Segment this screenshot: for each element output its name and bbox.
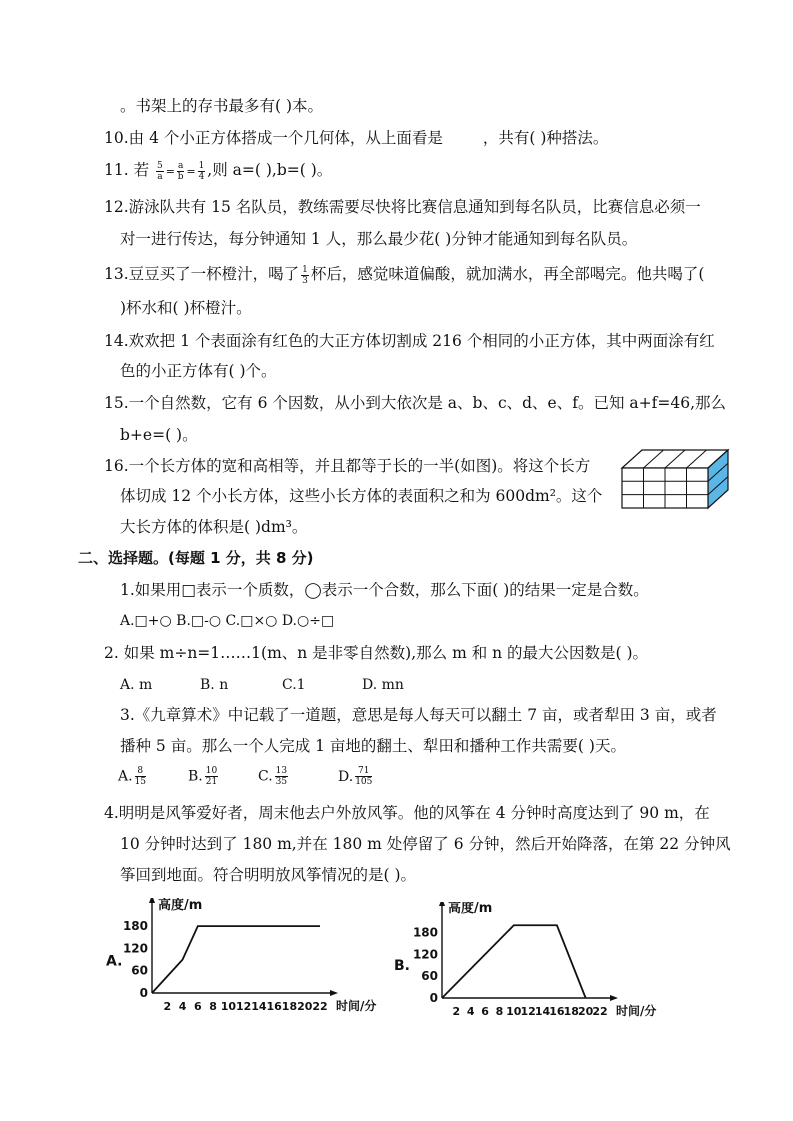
x-tick-label: 6 [193,1000,202,1013]
y-axis-label: 高度/m [448,902,493,916]
x-axis-label: 时间/分 [616,1004,657,1018]
x-tick-label: 2 [163,1000,172,1013]
y-tick-label: 120 [412,947,438,962]
q2-option-a: A. m [120,677,153,693]
chart-option-b [390,902,680,1022]
q15-line1: 15.一个自然数，它有 6 个因数，从小到大依次是 a、b、c、d、e、f。已知 a+f=46,那么 [104,394,727,412]
q12-line1: 12.游泳队共有 15 名队员，教练需要尽快将比赛信息通知到每名队员，比赛信息必须一 [104,198,701,216]
q13-line2: )杯水和( )杯橙汁。 [120,299,252,317]
x-tick-label: 16 [549,1005,565,1018]
q13-frac: $\frac{1}{3}$ [302,264,308,286]
option-label: A. [106,953,123,970]
choice-q4-line1: 4.明明是风筝爱好者，周末他去户外放风筝。他的风筝在 4 分钟时高度达到了 90 m，在 [104,804,710,822]
y-tick-label: 180 [412,925,438,940]
q11-text-b: ,则 a=( ),b=( )。 [207,161,333,179]
x-tick-label: 14 [251,1000,267,1013]
x-tick-label: 18 [281,1000,298,1013]
choice-q2: 2. 如果 m÷n=1……1(m、n 是非零自然数),那么 m 和 n 的最大公因数是( )。 [104,644,649,662]
q11-text-a: 11. 若 [104,161,150,179]
q3-option-b: B. $\frac{10}{21}$ [188,766,218,787]
x-axis-label: 时间/分 [336,999,377,1013]
x-tick-label: 4 [178,1000,187,1013]
x-tick-label: 6 [481,1005,489,1018]
choice-q1-options: A.□+○ B.□-○ C.□×○ D.○÷□ [120,613,335,629]
y-tick-label: 120 [122,941,148,956]
x-axis-arrow [610,995,618,1001]
cuboid-figure [620,448,730,510]
q16-line2: 体切成 12 个小长方体，这些小长方体的表面积之和为 600dm²。这个 [120,487,603,505]
q11-frac-3: $\frac{1}{4}$ [198,160,205,182]
series-line [152,926,320,993]
q11-frac-2: $\frac{a}{b}$ [177,160,184,182]
x-tick-label: 16 [266,1000,282,1013]
choice-q3-options [118,766,374,787]
q3-option-c: C. $\frac{13}{35}$ [258,766,288,787]
q12-line2: 对一进行传达，每分钟通知 1 人，那么最少花( )分钟才能通知到每名队员。 [120,230,638,248]
x-tick-label: 8 [495,1005,504,1018]
choice-q1: 1.如果用□表示一个质数，◯表示一个合数，那么下面( )的结果一定是合数。 [120,581,649,599]
y-axis-arrow [149,898,155,903]
choice-q4-line2: 10 分钟时达到了 180 m,并在 180 m 处停留了 6 分钟，然后开始降落，在第 22 分钟风 [120,835,731,853]
y-tick-label: 60 [421,969,438,984]
q9-tail: 。书架上的存书最多有( )本。 [120,97,324,115]
q11: 11. 若 $\frac{5}{a}$ = $\frac{a}{b}$ = $\frac{1}{4}$ ,则 a=( ),b=( )。 [104,160,333,182]
x-tick-label: 18 [563,1005,579,1018]
choice-q3-line1: 3.《九章算术》中记载了一道题，意思是每人每天可以翻土 7 亩，或者犁田 3 亩，或者 [120,706,717,724]
q10-text-b: ，共有( )种搭法。 [482,129,609,147]
q2-option-c: C.1 [282,677,306,693]
y-tick-label: 0 [139,986,148,1000]
x-tick-label: 10 [506,1005,522,1018]
x-tick-label: 4 [466,1005,475,1018]
q13-line1: 13.豆豆买了一杯橙汁，喝了 $\frac{1}{3}$ 杯后，感觉味道偏酸，就加满水，再全部喝完。他共喝了( [104,264,705,286]
x-tick-label: 10 [220,1000,237,1013]
x-tick-label: 20 [577,1005,594,1018]
section2-title: 二、选择题。(每题 1 分，共 8 分) [78,549,314,567]
y-axis-arrow [439,902,445,906]
option-label: B. [394,958,410,974]
q10-text-a: 10.由 4 个小正方体搭成一个几何体，从上面看是 [104,129,443,147]
series-line [442,925,586,998]
x-axis-arrow [330,990,338,996]
x-tick-label: 14 [534,1005,551,1018]
q2-option-b: B. n [200,677,229,693]
y-axis-label: 高度/m [158,898,203,913]
x-tick-label: 20 [297,1000,313,1013]
q3-option-d: D. $\frac{71}{105}$ [338,766,373,787]
x-tick-label: 12 [520,1005,536,1018]
q11-frac-1: $\frac{5}{a}$ [157,160,163,182]
x-tick-label: 12 [235,1000,252,1013]
y-tick-label: 180 [122,919,148,934]
q14-line2: 色的小正方体有( )个。 [120,362,277,380]
q15-line2: b+e=( )。 [120,426,198,444]
q16-line3: 大长方体的体积是( )dm³。 [120,518,308,536]
choice-q4-line3: 筝回到地面。符合明明放风筝情况的是( )。 [120,866,417,884]
choice-q2-options [120,675,404,695]
chart-option-a [100,898,390,1018]
x-tick-label: 2 [452,1005,461,1018]
q10 [104,128,608,148]
x-tick-label: 22 [592,1005,608,1018]
q16-line1: 16.一个长方体的宽和高相等，并且都等于长的一半(如图)。将这个长方 [104,457,591,475]
q14-line1: 14.欢欢把 1 个表面涂有红色的大正方体切割成 216 个相同的小正方体，其中两面涂有红 [104,332,715,350]
x-tick-label: 22 [312,1000,328,1013]
q2-option-d: D. mn [362,677,404,693]
q3-option-a: A. $\frac{8}{15}$ [118,766,147,787]
y-tick-label: 60 [131,963,148,978]
y-tick-label: 0 [429,991,438,1005]
x-tick-label: 8 [209,1000,217,1013]
choice-q3-line2: 播种 5 亩。那么一个人完成 1 亩地的翻土、犁田和播种工作共需要( )天。 [120,737,626,755]
